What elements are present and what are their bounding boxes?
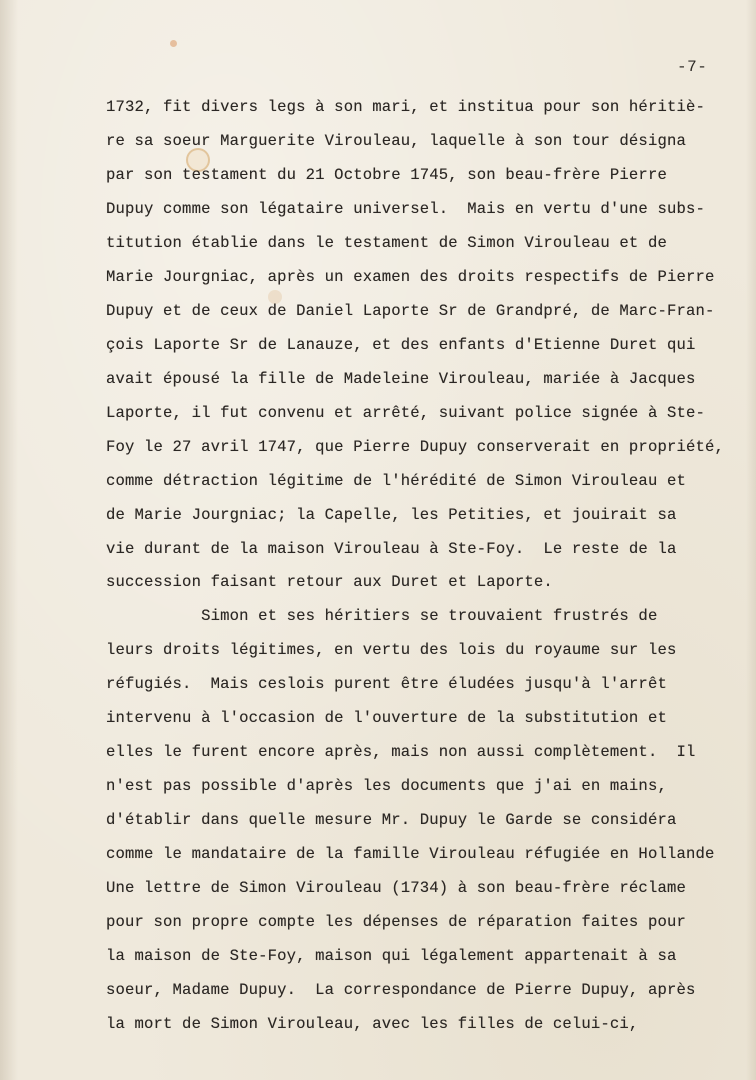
text-line: de Marie Jourgniac; la Capelle, les Petities, et jouirait sa xyxy=(106,506,677,524)
text-line: d'établir dans quelle mesure Mr. Dupuy le Garde se considéra xyxy=(106,811,677,829)
text-line: Dupuy comme son légataire universel. Mais en vertu d'une subs- xyxy=(106,200,705,218)
text-line: Une lettre de Simon Virouleau (1734) à son beau-frère réclame xyxy=(106,879,686,897)
text-line: Foy le 27 avril 1747, que Pierre Dupuy conserverait en propriété, xyxy=(106,438,725,456)
text-line: Marie Jourgniac, après un examen des droits respectifs de Pierre xyxy=(106,268,715,286)
text-line: soeur, Madame Dupuy. La correspondance de Pierre Dupuy, après xyxy=(106,981,696,999)
text-line: comme le mandataire de la famille Virouleau réfugiée en Hollande xyxy=(106,845,715,863)
text-line: avait épousé la fille de Madeleine Virouleau, mariée à Jacques xyxy=(106,370,696,388)
text-line: pour son propre compte les dépenses de réparation faites pour xyxy=(106,913,686,931)
text-line: leurs droits légitimes, en vertu des lois du royaume sur les xyxy=(106,641,677,659)
text-line: la mort de Simon Virouleau, avec les filles de celui-ci, xyxy=(106,1015,639,1033)
text-line: n'est pas possible d'après les documents que j'ai en mains, xyxy=(106,777,667,795)
page-number: -7- xyxy=(677,58,708,76)
text-line: comme détraction légitime de l'hérédité de Simon Virouleau et xyxy=(106,472,686,490)
text-line: par son testament du 21 Octobre 1745, son beau-frère Pierre xyxy=(106,166,667,184)
text-line: intervenu à l'occasion de l'ouverture de la substitution et xyxy=(106,709,667,727)
text-line: vie durant de la maison Virouleau à Ste-Foy. Le reste de la xyxy=(106,540,677,558)
page-edge-shadow-left xyxy=(0,0,18,1080)
text-line: Dupuy et de ceux de Daniel Laporte Sr de Grandpré, de Marc-Fran- xyxy=(106,302,715,320)
text-line: re sa soeur Marguerite Virouleau, laquelle à son tour désigna xyxy=(106,132,686,150)
paper-mark xyxy=(170,40,177,47)
text-line: Simon et ses héritiers se trouvaient frustrés de xyxy=(106,607,658,625)
text-line: elles le furent encore après, mais non aussi complètement. Il xyxy=(106,743,696,761)
text-line: çois Laporte Sr de Lanauze, et des enfants d'Etienne Duret qui xyxy=(106,336,696,354)
text-line: 1732, fit divers legs à son mari, et institua pour son héritiè- xyxy=(106,98,705,116)
page-edge-shadow-right xyxy=(746,0,756,1080)
text-line: réfugiés. Mais ceslois purent être éludées jusqu'à l'arrêt xyxy=(106,675,667,693)
text-line: succession faisant retour aux Duret et Laporte. xyxy=(106,573,553,591)
text-line: titution établie dans le testament de Simon Virouleau et de xyxy=(106,234,667,252)
text-line: Laporte, il fut convenu et arrêté, suivant police signée à Ste- xyxy=(106,404,705,422)
text-line: la maison de Ste-Foy, maison qui légalement appartenait à sa xyxy=(106,947,677,965)
